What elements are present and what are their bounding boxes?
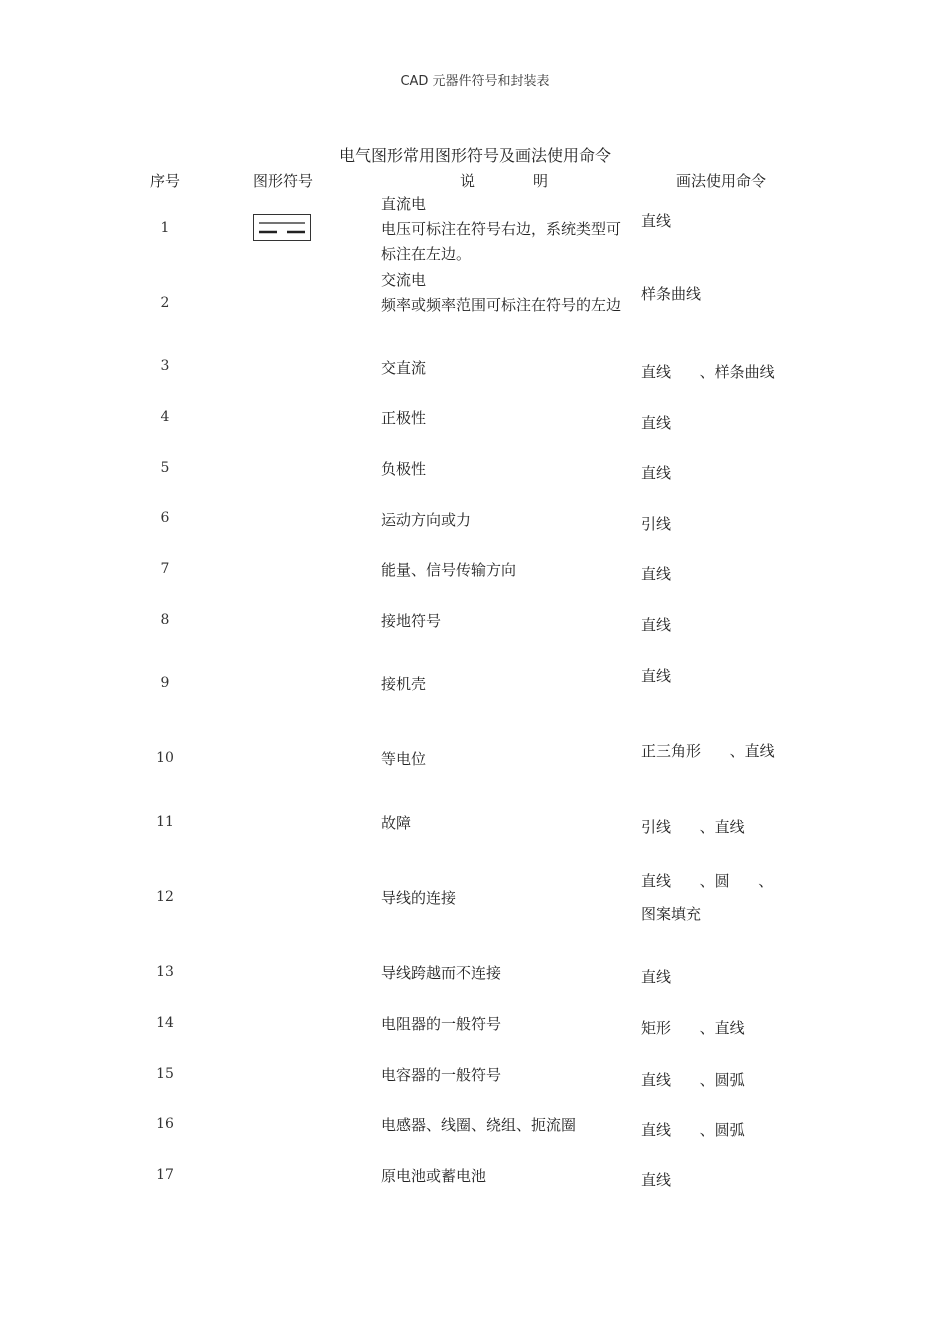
column-header-desc-part-1: 说 <box>460 172 476 190</box>
document-title: 电气图形常用图形符号及画法使用命令 <box>338 146 611 165</box>
row-command: 直线 <box>641 968 672 986</box>
row-number: 6 <box>160 510 170 526</box>
row-number: 1 <box>160 220 170 236</box>
row-description: 故障 <box>381 814 412 832</box>
row-number: 13 <box>156 964 174 980</box>
row-description: 负极性 <box>381 460 427 478</box>
row-number: 12 <box>156 889 174 905</box>
row-number: 9 <box>160 675 170 691</box>
page-header: CAD 元器件符号和封装表 <box>400 74 550 89</box>
row-description: 运动方向或力 <box>381 511 472 529</box>
column-header-command: 画法使用命令 <box>676 172 767 190</box>
row-description: 电感器、线圈、绕组、扼流圈 <box>381 1116 577 1134</box>
row-command: 矩形 、直线 <box>641 1019 745 1037</box>
row-number: 5 <box>160 460 170 476</box>
row-command: 直线 <box>641 212 672 230</box>
row-command: 引线 、直线 <box>641 818 745 836</box>
row-number: 15 <box>156 1066 174 1082</box>
row-description: 交直流 <box>381 359 427 377</box>
row-command: 直线 <box>641 464 672 482</box>
column-header-desc-part-2: 明 <box>533 172 549 190</box>
row-command: 直线 <box>641 616 672 634</box>
row-description: 电阻器的一般符号 <box>381 1015 502 1033</box>
row-description: 正极性 <box>381 409 427 427</box>
row-command: 直线 、圆 、 图案填充 <box>641 872 774 923</box>
row-command: 样条曲线 <box>641 285 702 303</box>
row-command: 直线 <box>641 414 672 432</box>
row-number: 4 <box>160 409 170 425</box>
row-description: 电容器的一般符号 <box>381 1066 502 1084</box>
row-description: 等电位 <box>381 750 427 768</box>
row-description: 能量、信号传输方向 <box>381 561 517 579</box>
row-number: 14 <box>156 1015 174 1031</box>
column-header-no: 序号 <box>150 172 181 190</box>
row-number: 3 <box>160 358 170 374</box>
row-description: 原电池或蓄电池 <box>381 1167 487 1185</box>
row-command: 直线 、圆弧 <box>641 1121 745 1139</box>
row-command: 直线 、样条曲线 <box>641 363 775 381</box>
row-number: 17 <box>156 1167 174 1183</box>
row-number: 8 <box>160 612 170 628</box>
dc-current-icon <box>253 214 311 241</box>
row-description: 直流电 电压可标注在符号右边，系统类型可标注在左边。 <box>381 195 622 263</box>
row-description: 交流电 频率或频率范围可标注在符号的左边 <box>381 271 622 314</box>
row-command: 引线 <box>641 515 672 533</box>
row-description: 接机壳 <box>381 675 427 693</box>
row-command: 正三角形 、直线 <box>641 742 775 760</box>
row-description: 接地符号 <box>381 612 442 630</box>
row-number: 16 <box>156 1116 174 1132</box>
row-command: 直线 <box>641 565 672 583</box>
row-number: 2 <box>160 295 170 311</box>
row-command: 直线 <box>641 667 672 685</box>
row-command: 直线 、圆弧 <box>641 1071 745 1089</box>
row-description: 导线跨越而不连接 <box>381 964 502 982</box>
row-number: 10 <box>156 750 174 766</box>
row-description: 导线的连接 <box>381 889 457 907</box>
row-command: 直线 <box>641 1171 672 1189</box>
row-number: 7 <box>160 561 170 577</box>
column-header-symbol: 图形符号 <box>253 172 314 190</box>
column-header-description <box>460 170 548 191</box>
row-number: 11 <box>156 814 174 830</box>
